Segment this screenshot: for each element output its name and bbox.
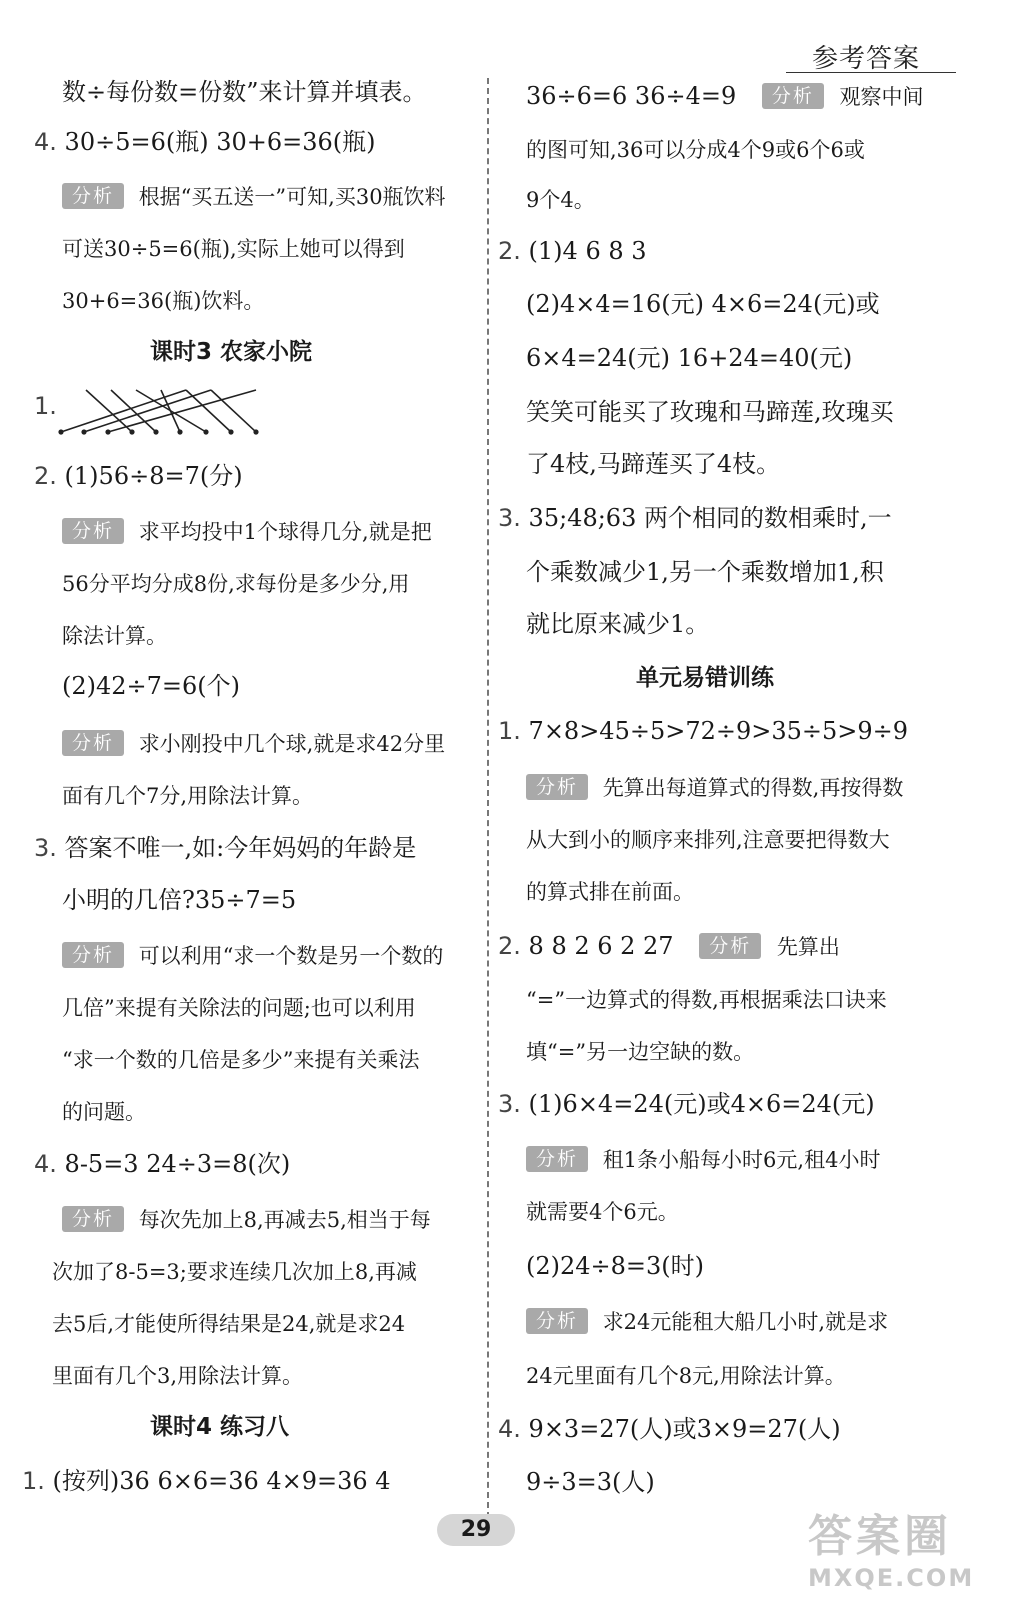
unit-question-3 xyxy=(498,1088,875,1120)
analysis-tag: 分析 xyxy=(62,1206,124,1232)
analysis-line: 填“=”另一边空缺的数。 xyxy=(526,1040,755,1064)
analysis-text: 先算出 xyxy=(776,935,840,959)
question-4b xyxy=(34,1148,290,1180)
answer-text: 30÷5=6(瓶) 30+6=36(瓶) xyxy=(64,128,376,156)
answer-line: 小明的几倍?35÷7=5 xyxy=(62,886,297,914)
question-number: 3. xyxy=(498,1090,521,1118)
question-3 xyxy=(34,832,416,864)
analysis-line: 56分平均分成8份,求每份是多少分,用 xyxy=(62,572,410,596)
analysis-line xyxy=(62,516,432,548)
analysis-line: 去5后,才能使所得结果是24,就是求24 xyxy=(52,1312,406,1336)
question-1-lesson4 xyxy=(22,1465,391,1497)
analysis-line: 的图可知,36可以分成4个9或6个6或 xyxy=(526,138,865,162)
right-line-1 xyxy=(526,80,924,113)
left-line-1: 数÷每份数=份数”来计算并填表。 xyxy=(62,78,427,106)
analysis-line: 次加了8-5=3;要求连续几次加上8,再减 xyxy=(52,1260,417,1284)
analysis-line: “=”一边算式的得数,再根据乘法口诀来 xyxy=(526,988,887,1012)
analysis-text: 先算出每道算式的得数,再按得数 xyxy=(602,776,904,800)
answer-line: 6×4=24(元) 16+24=40(元) xyxy=(526,344,853,372)
unit-question-1 xyxy=(498,715,908,747)
unit-question-2 xyxy=(498,930,840,963)
answer-line: 9÷3=3(人) xyxy=(526,1468,655,1496)
answer-text: (按列)36 6×6=36 4×9=36 4 xyxy=(52,1467,391,1495)
analysis-line: 从大到小的顺序来排列,注意要把得数大 xyxy=(526,828,890,852)
analysis-line xyxy=(526,1144,880,1176)
analysis-tag: 分析 xyxy=(62,942,124,968)
analysis-text: 根据“买五送一”可知,买30瓶饮料 xyxy=(138,185,446,209)
question-number: 1. xyxy=(34,392,57,420)
page-number: 29 xyxy=(437,1514,515,1546)
analysis-line: 的算式排在前面。 xyxy=(526,880,694,904)
unit-question-4 xyxy=(498,1413,841,1445)
analysis-line xyxy=(62,1204,431,1236)
question-number: 2. xyxy=(498,932,521,960)
analysis-line xyxy=(526,772,903,804)
question-4 xyxy=(34,126,376,158)
analysis-tag: 分析 xyxy=(62,183,124,209)
analysis-line: 可送30÷5=6(瓶),实际上她可以得到 xyxy=(62,237,405,261)
question-3-right xyxy=(498,502,892,534)
analysis-text: 每次先加上8,再减去5,相当于每 xyxy=(138,1208,431,1232)
question-number: 3. xyxy=(34,834,57,862)
analysis-line: 24元里面有几个8元,用除法计算。 xyxy=(526,1364,846,1388)
analysis-line: 除法计算。 xyxy=(62,624,167,648)
watermark-text: 答案圈 xyxy=(808,1511,952,1562)
question-2 xyxy=(34,460,243,492)
question-number: 4. xyxy=(34,128,57,156)
analysis-line: 几倍”来提有关除法的问题;也可以利用 xyxy=(62,996,416,1020)
question-number: 4. xyxy=(34,1150,57,1178)
question-number: 2. xyxy=(498,237,521,265)
question-number: 4. xyxy=(498,1415,521,1443)
question-number: 1. xyxy=(498,717,521,745)
analysis-tag: 分析 xyxy=(62,730,124,756)
lesson-3-title: 课时3 农家小院 xyxy=(150,339,313,365)
analysis-line xyxy=(526,1306,888,1338)
question-2-right xyxy=(498,235,647,267)
page-header-title: 参考答案 xyxy=(812,44,921,74)
analysis-text: 求平均投中1个球得几分,就是把 xyxy=(138,520,432,544)
analysis-line: 30+6=36(瓶)饮料。 xyxy=(62,289,265,313)
analysis-line: 里面有几个3,用除法计算。 xyxy=(52,1364,304,1388)
answer-text: 7×8>45÷5>72÷9>35÷5>9÷9 xyxy=(528,717,909,745)
question-1-label xyxy=(34,390,57,422)
answer-line: 个乘数减少1,另一个乘数增加1,积 xyxy=(526,558,884,586)
column-divider xyxy=(487,78,489,1518)
analysis-line: 就需要4个6元。 xyxy=(526,1200,679,1224)
analysis-text: 求小刚投中几个球,就是求42分里 xyxy=(138,732,446,756)
analysis-tag: 分析 xyxy=(62,518,124,544)
question-number: 3. xyxy=(498,504,521,532)
analysis-line xyxy=(62,940,443,972)
analysis-text: 租1条小船每小时6元,租4小时 xyxy=(602,1148,881,1172)
analysis-tag: 分析 xyxy=(526,1146,588,1172)
answer-text: 8-5=3 24÷3=8(次) xyxy=(64,1150,291,1178)
lesson-4-title: 课时4 练习八 xyxy=(150,1414,290,1440)
answer-text: 8 8 2 6 2 27 xyxy=(528,932,674,960)
analysis-text: 求24元能租大船几小时,就是求 xyxy=(602,1310,889,1334)
analysis-tag: 分析 xyxy=(762,83,824,109)
header-underline xyxy=(786,72,956,73)
answer-line: (2)24÷8=3(时) xyxy=(526,1252,705,1280)
question-number: 2. xyxy=(34,462,57,490)
analysis-line: 的问题。 xyxy=(62,1100,146,1124)
answer-text: (1)6×4=24(元)或4×6=24(元) xyxy=(528,1090,875,1118)
answer-text: (1)4 6 8 3 xyxy=(528,237,647,265)
question-number: 1. xyxy=(22,1467,45,1495)
answer-line: 就比原来减少1。 xyxy=(526,610,710,638)
analysis-line: “求一个数的几倍是多少”来提有关乘法 xyxy=(62,1048,420,1072)
watermark-logo xyxy=(808,1500,998,1600)
answer-text: 答案不唯一,如:今年妈妈的年龄是 xyxy=(64,834,417,862)
analysis-line: 面有几个7分,用除法计算。 xyxy=(62,784,314,808)
answer-line: (2)42÷7=6(个) xyxy=(62,672,241,700)
answer-line: 了4枝,马蹄莲买了4枝。 xyxy=(526,450,781,478)
unit-error-training-title: 单元易错训练 xyxy=(636,665,774,691)
analysis-text: 可以利用“求一个数是另一个数的 xyxy=(138,944,444,968)
analysis-tag: 分析 xyxy=(699,933,761,959)
analysis-tag: 分析 xyxy=(526,1308,588,1334)
answer-text: 35;48;63 两个相同的数相乘时,一 xyxy=(528,504,892,532)
matching-lines-diagram xyxy=(56,380,266,440)
analysis-text: 观察中间 xyxy=(839,85,924,109)
answer-text: 36÷6=6 36÷4=9 xyxy=(526,82,737,110)
answer-line: (2)4×4=16(元) 4×6=24(元)或 xyxy=(526,290,880,318)
analysis-line: 9个4。 xyxy=(526,188,595,212)
answer-text: (1)56÷8=7(分) xyxy=(64,462,243,490)
watermark-url: MXQE.COM xyxy=(808,1564,975,1592)
analysis-tag: 分析 xyxy=(526,774,588,800)
answer-line: 笑笑可能买了玫瑰和马蹄莲,玫瑰买 xyxy=(526,398,894,426)
analysis-line xyxy=(62,181,446,213)
analysis-line xyxy=(62,728,445,760)
answer-text: 9×3=27(人)或3×9=27(人) xyxy=(528,1415,841,1443)
